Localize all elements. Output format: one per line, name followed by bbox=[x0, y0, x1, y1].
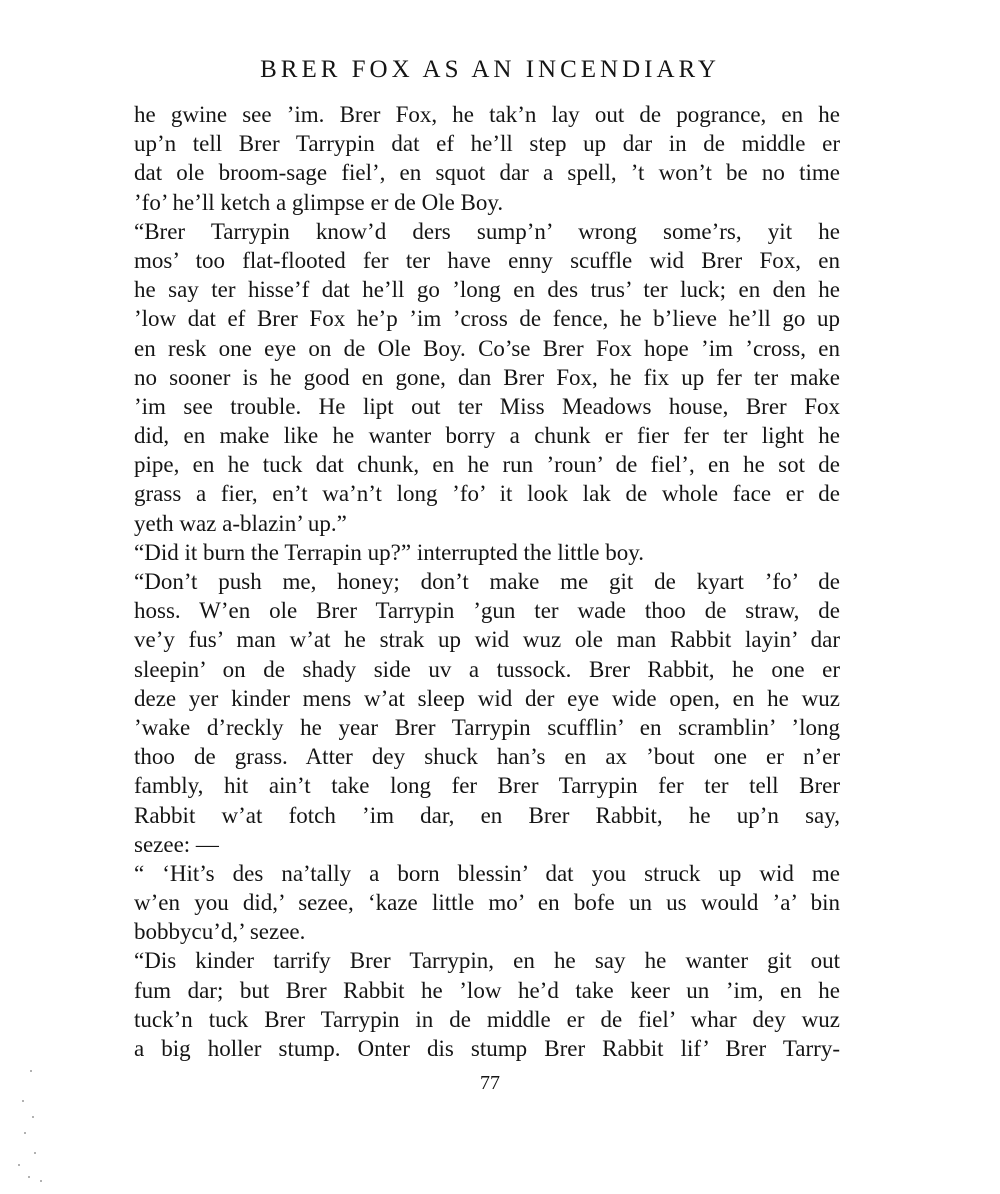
text-line: w’en you did,’ sezee, ‘kaze little mo’ en bofe un us would ’a’ bin bbox=[134, 890, 840, 916]
page-header: BRER FOX AS AN INCENDIARY bbox=[260, 56, 720, 83]
text-line: “Dis kinder tarrify Brer Tarrypin, en he say he wanter git out bbox=[134, 948, 840, 974]
text-line: deze yer kinder mens w’at sleep wid der eye wide open, en he wuz bbox=[134, 685, 840, 711]
text-line: sezee: — bbox=[134, 831, 219, 857]
text-line: mos’ too flat-flooted fer ter have enny scuffle wid Brer Fox, en bbox=[134, 247, 840, 273]
text-line: “ ‘Hit’s des na’tally a born blessin’ dat you struck up wid me bbox=[134, 860, 840, 886]
body-text bbox=[134, 100, 840, 1063]
text-line: bobbycu’d,’ sezee. bbox=[134, 919, 306, 945]
text-line: “Brer Tarrypin know’d ders sump’n’ wrong some’rs, yit he bbox=[134, 218, 840, 244]
text-line: ’fo’ he’ll ketch a glimpse er de Ole Boy. bbox=[134, 189, 504, 215]
text-line: dat ole broom-sage fiel’, en squot dar a spell, ’t won’t be no time bbox=[134, 160, 840, 186]
text-line: ’low dat ef Brer Fox he’p ’im ’cross de fence, he b’lieve he’ll go up bbox=[134, 306, 840, 332]
text-line: grass a fier, en’t wa’n’t long ’fo’ it look lak de whole face er de bbox=[134, 481, 840, 507]
text-line: “Don’t push me, honey; don’t make me git de kyart ’fo’ de bbox=[134, 569, 840, 594]
text-line: sleepin’ on de shady side uv a tussock. Brer Rabbit, he one er bbox=[134, 656, 840, 682]
text-line: ve’y fus’ man w’at he strak up wid wuz ole man Rabbit layin’ dar bbox=[134, 627, 840, 653]
text-line: fum dar; but Brer Rabbit he ’low he’d take keer un ’im, en he bbox=[134, 977, 840, 1003]
text-line: ’im see trouble. He lipt out ter Miss Meadows house, Brer Fox bbox=[134, 393, 840, 419]
text-line: tuck’n tuck Brer Tarrypin in de middle er de fiel’ whar dey wuz bbox=[134, 1006, 840, 1032]
text-line: up’n tell Brer Tarrypin dat ef he’ll step up dar in de middle er bbox=[134, 131, 840, 157]
text-line: Rabbit w’at fotch ’im dar, en Brer Rabbit, he up’n say, bbox=[134, 802, 840, 828]
text-line: ’wake d’reckly he year Brer Tarrypin scufflin’ en scramblin’ ’long bbox=[134, 714, 840, 740]
text-line: he say ter hisse’f dat he’ll go ’long en des trus’ ter luck; en den he bbox=[134, 277, 840, 303]
text-line: “Did it burn the Terrapin up?” interrupted the little boy. bbox=[134, 539, 644, 565]
text-line: pipe, en he tuck dat chunk, en he run ’roun’ de fiel’, en he sot de bbox=[134, 452, 840, 478]
text-line: en resk one eye on de Ole Boy. Co’se Brer Fox hope ’im ’cross, en bbox=[134, 335, 840, 361]
text-line: no sooner is he good en gone, dan Brer Fox, he fix up fer ter make bbox=[134, 364, 840, 390]
scan-specks bbox=[10, 1060, 50, 1190]
text-line: he gwine see ’im. Brer Fox, he tak’n lay out de pogrance, en he bbox=[134, 102, 840, 127]
text-line: fambly, hit ain’t take long fer Brer Tarrypin fer ter tell Brer bbox=[134, 773, 840, 799]
text-line: did, en make like he wanter borry a chunk er fier fer ter light he bbox=[134, 423, 840, 449]
page-number: 77 bbox=[480, 1072, 500, 1094]
text-line: yeth waz a-blazin’ up.” bbox=[134, 510, 347, 536]
text-line: hoss. W’en ole Brer Tarrypin ’gun ter wade thoo de straw, de bbox=[134, 598, 840, 624]
text-line: a big holler stump. Onter dis stump Brer Rabbit lif’ Brer Tarry- bbox=[134, 1036, 840, 1061]
text-line: thoo de grass. Atter dey shuck han’s en ax ’bout one er n’er bbox=[134, 744, 840, 770]
